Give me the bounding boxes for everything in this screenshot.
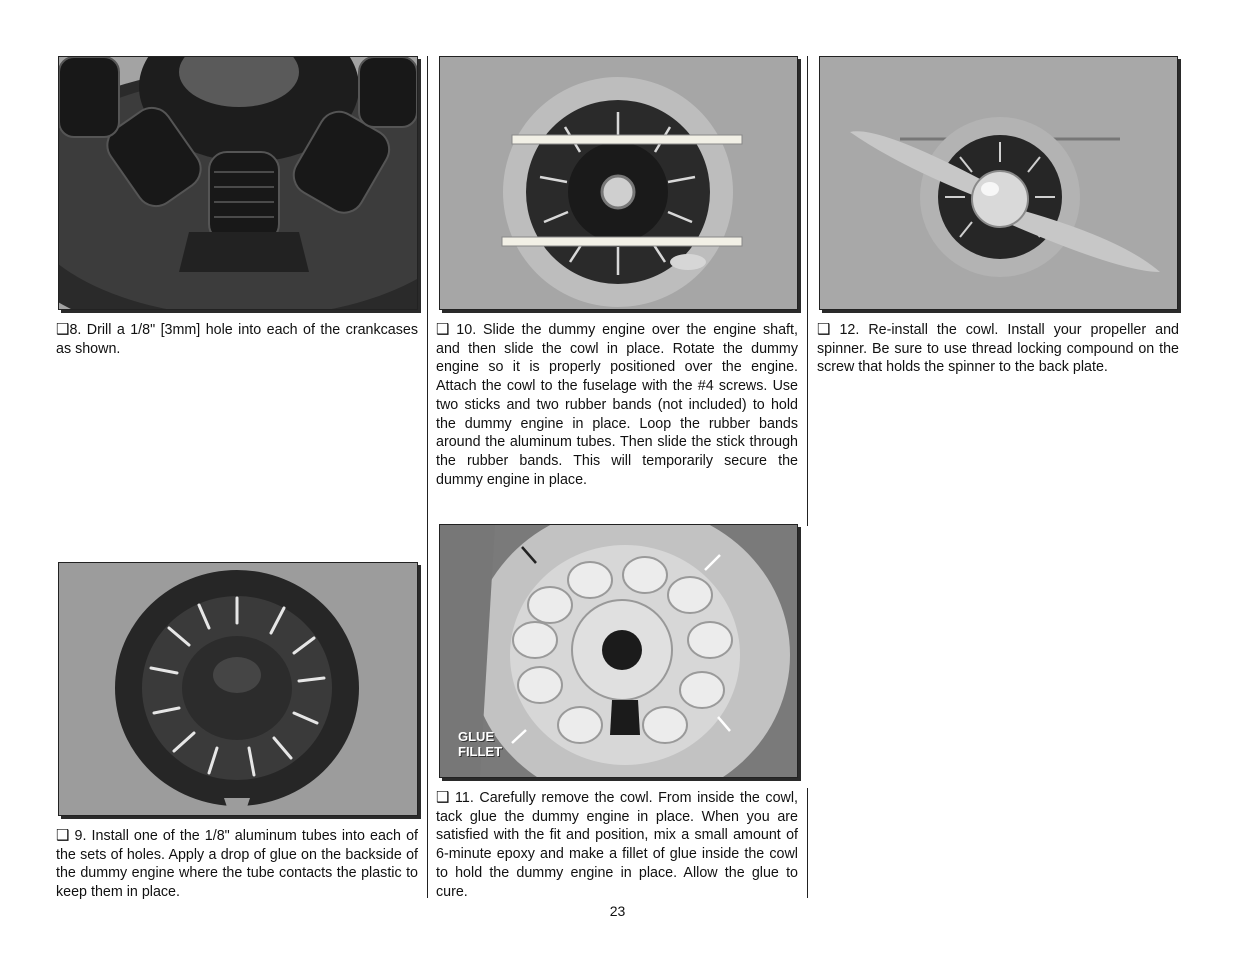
step-9-text: 9. Install one of the 1/8" aluminum tubes into each of the sets of holes. Apply a drop of glue on the backside of the dummy engine where the tube contacts the plastic to keep them in place. [56,828,418,901]
photo-step-11 [439,524,798,778]
step-11 [436,788,798,901]
glue-fillet-label: GLUE FILLET [458,729,503,759]
checkbox-icon[interactable]: ❑ [56,826,70,844]
column-divider-right [807,56,808,526]
column-divider-left [427,56,428,898]
step-12 [817,320,1179,377]
photo-step-12 [819,56,1178,310]
column-divider-right-lower [807,788,808,898]
step-11-text: 11. Carefully remove the cowl. From inside the cowl, tack glue the dummy engine in place. When you are satisfied with the fit and position, mix a small amount of 6-minute epoxy and make a fillet of glue inside the cowl to hold the dummy engine in place. Allow the glue to cure. [436,790,798,900]
photo-step-10 [439,56,798,310]
page-number: 23 [609,903,626,919]
step-8 [56,320,418,358]
photo-step-9 [58,562,418,816]
step-10 [436,320,798,489]
photo-step-8 [58,56,418,310]
checkbox-icon[interactable]: ❑ [817,320,831,338]
step-9 [56,826,418,902]
checkbox-icon[interactable]: ❑ [436,788,450,806]
checkbox-icon[interactable]: ❑ [436,320,450,338]
step-8-text: 8. Drill a 1/8" [3mm] hole into each of the crankcases as shown. [56,322,418,357]
step-10-text: 10. Slide the dummy engine over the engine shaft, and then slide the cowl in place. Rotate the dummy engine so it is properly positioned over the engine. Attach the cowl to the fuselage with the #4 screws. Use two sticks and two rubber bands (not included) to hold the dummy engine in place. Loop the rubber bands around the aluminum tubes. Then slide the stick through the rubber bands. This will temporarily secure the dummy engine in place. [436,322,798,488]
checkbox-icon[interactable]: ❑ [56,320,70,338]
step-12-text: 12. Re-install the cowl. Install your propeller and spinner. Be sure to use thread locking compound on the screw that holds the spinner to the back plate. [817,322,1179,376]
